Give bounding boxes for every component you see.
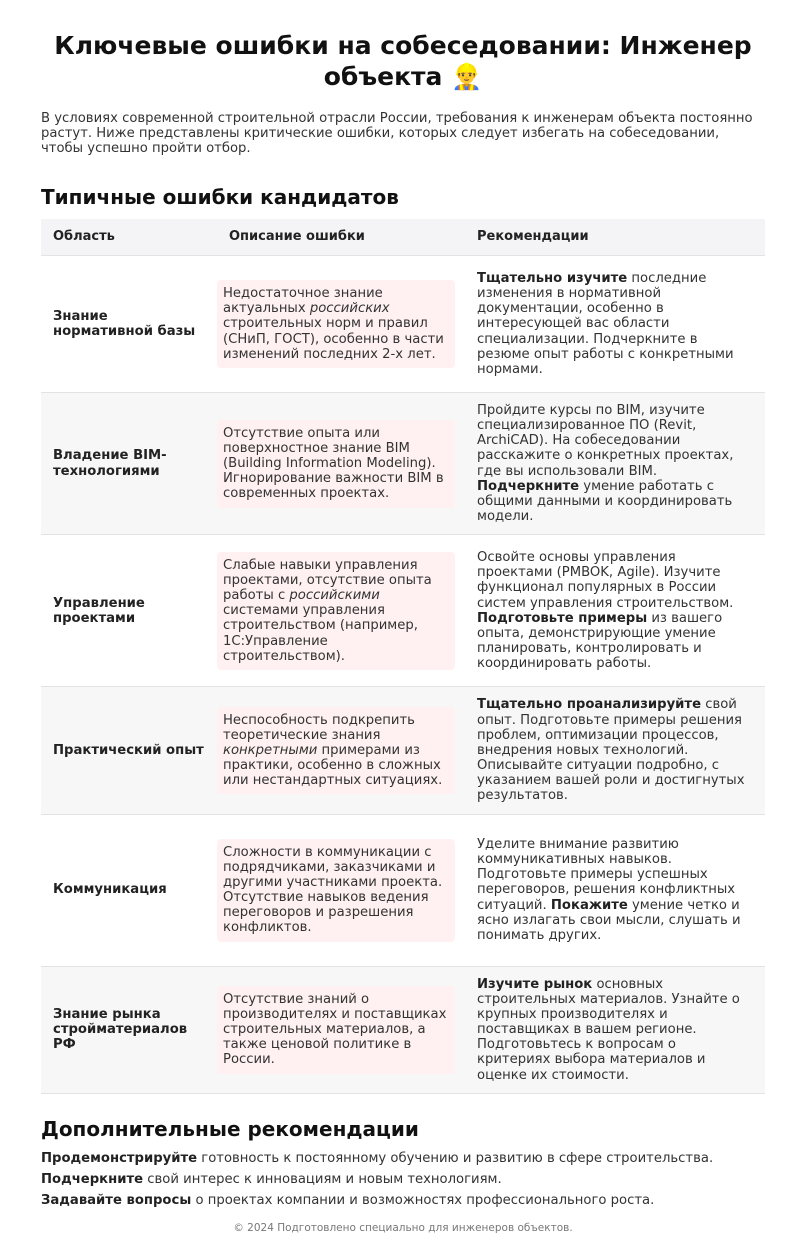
row-area: Практический опыт xyxy=(41,687,217,814)
error-description: Отсутствие знаний о производителях и поставщиках строительных материалов, а также ценовой политике в России. xyxy=(217,986,455,1074)
recommendation: Освойте основы управления проектами (PMBOK, Agile). Изучите функционал популярных в России систем управления строительством. Подготовьте примеры из вашего опыта, демонстрирующие умение планировать, контролировать и координировать работы. xyxy=(465,535,765,687)
table-row xyxy=(41,535,765,687)
extra-recommendations xyxy=(41,1118,765,1209)
list-item: Задавайте вопросы о проектах компании и возможностях профессионального роста. xyxy=(41,1193,655,1209)
row-area: Владение BIM-технологиями xyxy=(41,392,217,534)
row-area: Управление проектами xyxy=(41,535,217,687)
error-description: Недостаточное знание актуальных российских строительных норм и правил (СНиП, ГОСТ), особенно в части изменений последних 2-х лет. xyxy=(217,280,455,368)
row-area: Знание нормативной базы xyxy=(41,255,217,392)
footer: © 2024 Подготовлено специально для инженеров объектов. xyxy=(233,1222,573,1234)
mistakes-heading: Типичные ошибки кандидатов xyxy=(41,185,399,210)
mistakes-table xyxy=(41,219,765,1094)
recommendation: Тщательно изучите последние изменения в нормативной документации, особенно в интересующей вас области специализации. Подчеркните в резюме опыт работы с конкретными нормами. xyxy=(465,255,765,392)
table-header-row xyxy=(41,219,765,255)
table-row xyxy=(41,966,765,1093)
intro-text: В условиях современной строительной отрасли России, требования к инженерам объекта постоянно растут. Ниже представлены критические ошибки, которых следует избегать на собеседовании, чтобы успешно пройти отбор. xyxy=(41,110,753,156)
error-description: Слабые навыки управления проектами, отсутствие опыта работы с российскими системами управления строительством (например, 1С:Управление строительством). xyxy=(217,552,455,670)
error-description: Сложности в коммуникации с подрядчиками, заказчиками и другими участниками проекта. Отсутствие навыков ведения переговоров и разрешения конфликтов. xyxy=(217,839,455,942)
table-row xyxy=(41,255,765,392)
recommendation: Уделите внимание развитию коммуникативных навыков. Подготовьте примеры успешных переговоров, решения конфликтных ситуаций. Покажите умение четко и ясно излагать свои мысли, слушать и понимать других. xyxy=(465,814,765,966)
recommendation: Изучите рынок основных строительных материалов. Узнайте о крупных производителях и поставщиках в вашем регионе. Подготовьтесь к вопросам о критериях выбора материалов и оценке их стоимости. xyxy=(465,966,765,1093)
column-header-error: Описание ошибки xyxy=(217,219,465,255)
page-title: Ключевые ошибки на собеседовании: Инженер объекта 👷‍♂️ xyxy=(54,31,752,92)
recommendation: Тщательно проанализируйте свой опыт. Подготовьте примеры решения проблем, оптимизации процессов, внедрения новых технологий. Описывайте ситуации подробно, с указанием вашей роли и достигнутых результатов. xyxy=(465,687,765,814)
column-header-recommendation: Рекомендации xyxy=(465,219,765,255)
extra-heading: Дополнительные рекомендации xyxy=(41,1116,419,1141)
recommendation: Пройдите курсы по BIM, изучите специализированное ПО (Revit, ArchiCAD). На собеседовании расскажите о конкретных проектах, где вы использовали BIM. Подчеркните умение работать с общими данными и координировать модели. xyxy=(465,392,765,534)
row-area: Знание рынка стройматериалов РФ xyxy=(41,966,217,1093)
error-description: Неспособность подкрепить теоретические знания конкретными примерами из практики, особенно в сложных или нестандартных ситуациях. xyxy=(217,707,455,795)
list-item: Продемонстрируйте готовность к постоянному обучению и развитию в сфере строительства. xyxy=(41,1150,714,1166)
list-item: Подчеркните свой интерес к инновациям и новым технологиям. xyxy=(41,1171,502,1187)
row-area: Коммуникация xyxy=(41,814,217,966)
table-row xyxy=(41,687,765,814)
table-row xyxy=(41,392,765,534)
column-header-area: Область xyxy=(41,219,217,255)
table-row xyxy=(41,814,765,966)
error-description: Отсутствие опыта или поверхностное знание BIM (Building Information Modeling). Игнорирование важности BIM в современных проектах. xyxy=(217,420,455,508)
